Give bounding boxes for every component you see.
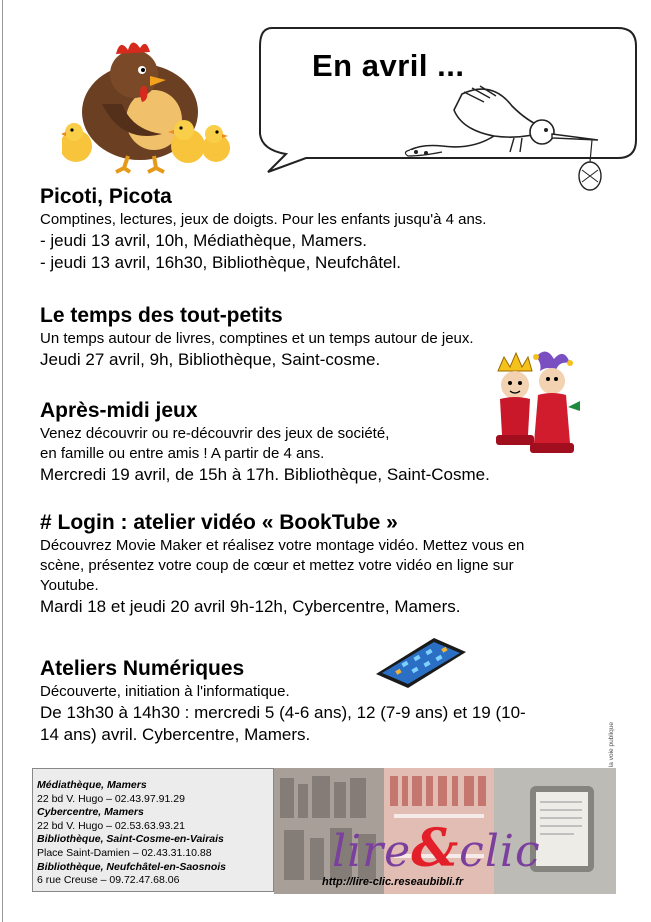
section-description: en famille ou entre amis ! A partir de 4 ans. [40,445,325,462]
section-title: Picoti, Picota [40,185,172,208]
address-name: Médiathèque, Mamers [37,779,147,791]
section-title: Le temps des tout-petits [40,304,283,327]
section-description: Découvrez Movie Maker et réalisez votre montage vidéo. Mettez vous en [40,537,525,554]
address-detail: 22 bd V. Hugo – 02.53.63.93.21 [37,819,185,832]
section-title: Ateliers Numériques [40,657,245,680]
address-box [32,768,274,892]
address-name: Bibliothèque, Neufchâtel-en-Saosnois [37,860,227,873]
section-description: scène, présentez votre coup de cœur et mettez votre vidéo en ligne sur [40,557,514,574]
section-description: Un temps autour de livres, comptines et un temps autour de jeux. [40,330,474,347]
website-url-link[interactable]: http://lire-clic.reseaubibli.fr [322,876,464,888]
section-picoti-picota [40,184,611,274]
address-name: Bibliothèque, Saint-Cosme-en-Vairais [37,833,224,846]
schedule-line: 14 ans) avril. Cybercentre, Mamers. [40,725,311,744]
address-detail: 22 bd V. Hugo – 02.43.97.91.29 [37,792,185,805]
section-apres-midi-jeux [40,398,611,486]
bubble-title: En avril ... [312,48,465,83]
schedule-line: Mardi 18 et jeudi 20 avril 9h-12h, Cybercentre, Mamers. [40,597,461,616]
section-description: Venez découvrir ou re-découvrir des jeux de société, [40,425,390,442]
section-description: Comptines, lectures, jeux de doigts. Pour les enfants jusqu'à 4 ans. [40,211,487,228]
schedule-line: - jeudi 13 avril, 16h30, Bibliothèque, Neufchâtel. [40,253,402,272]
section-description: Youtube. [40,577,99,594]
section-description: Découverte, initiation à l'informatique. [40,683,290,700]
section-ateliers-numeriques [40,656,611,746]
address-detail: Place Saint-Damien – 02.43.31.10.88 [37,846,212,859]
stork-illustration [402,80,608,200]
section-login-booktube [40,510,611,618]
schedule-line: De 13h30 à 14h30 : mercredi 5 (4-6 ans), 12 (7-9 ans) et 19 (10- [40,703,526,722]
page-left-border [2,0,3,922]
section-title: # Login : atelier vidéo « BookTube » [40,511,398,534]
lire-et-clic-logo: lire&clic [332,818,541,879]
address-name: Cybercentre, Mamers [37,806,144,819]
schedule-line: Mercredi 19 avril, de 15h à 17h. Bibliothèque, Saint-Cosme. [40,465,490,484]
address-detail: 6 rue Creuse – 09.72.47.68.06 [37,874,180,887]
schedule-line: - jeudi 13 avril, 10h, Médiathèque, Mamers. [40,231,367,250]
hen-and-chicks-illustration [62,34,230,174]
section-title: Après-midi jeux [40,399,198,422]
schedule-line: Jeudi 27 avril, 9h, Bibliothèque, Saint-cosme. [40,350,381,369]
